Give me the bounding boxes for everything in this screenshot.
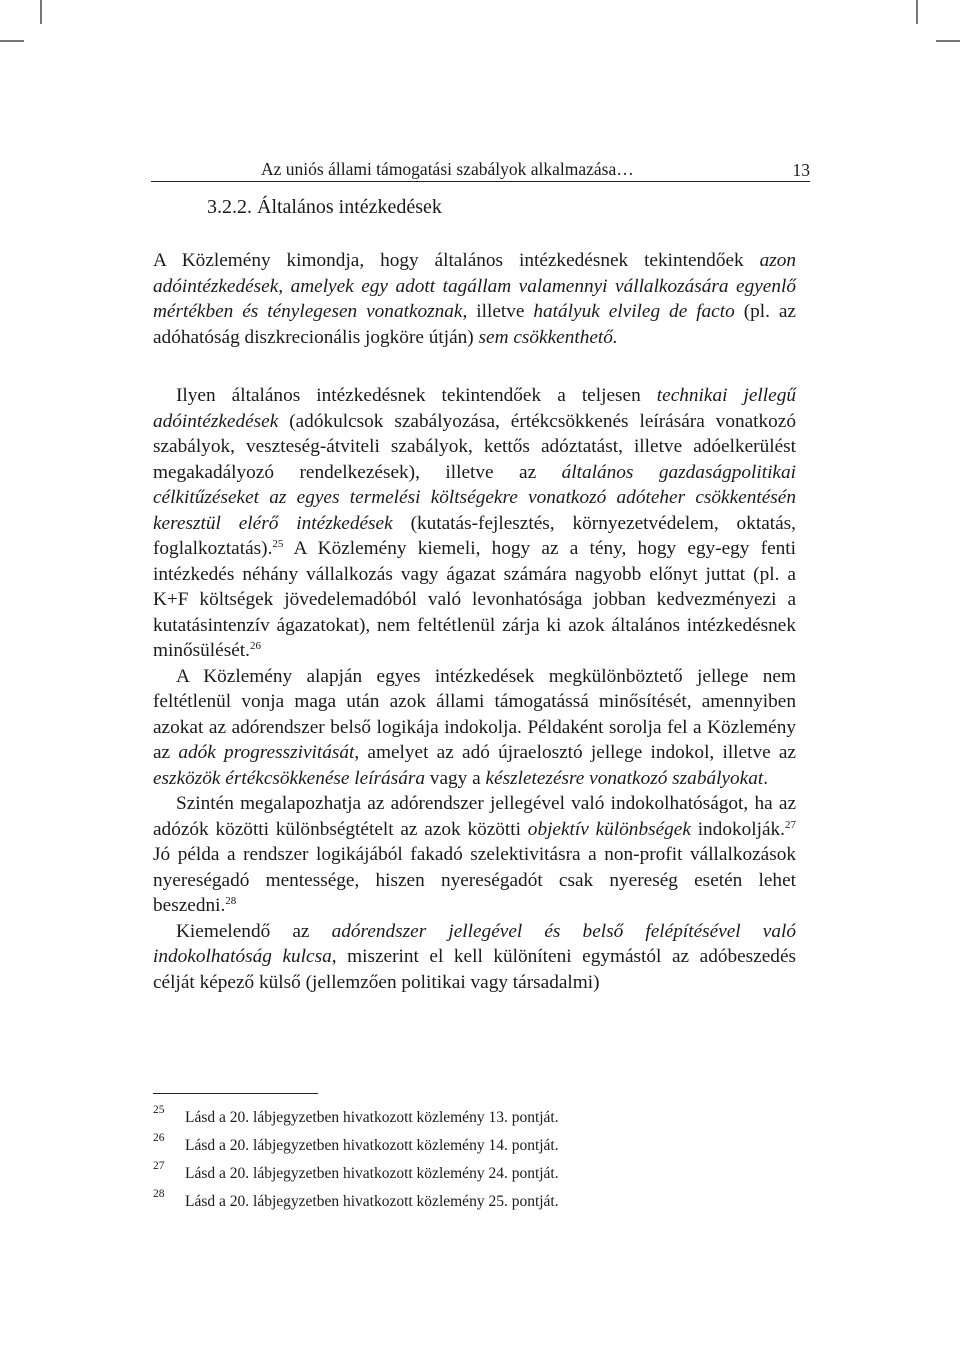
footnote-text: Lásd a 20. lábjegyzetben hivatkozott közlemény 14. pontját. [185, 1137, 559, 1154]
text-run: , amelyet az adó újraelosztó jellege indokol, illetve az [354, 742, 796, 763]
footnote-number: 26 [153, 1132, 165, 1144]
paragraph-block [153, 383, 796, 995]
text-run: A Közlemény kiemeli, hogy az a tény, hogy egy-egy fenti intézkedés néhány vállalkozás vagy ágazat számára nagyobb előnyt juttat (pl. a K+F költségek jövedelemadóból való levonhatósága jobban kedvezményezi a kutatásintenzív ágazatokat), nem feltétlenül zárja ki azok általános intézkedésnek minősülését. [153, 538, 796, 661]
text-run: vagy a [424, 767, 486, 789]
running-header-title: Az uniós állami támogatási szabályok alkalmazása… [261, 159, 634, 179]
footnote-text: Lásd a 20. lábjegyzetben hivatkozott közlemény 13. pontját. [185, 1109, 559, 1126]
page-number: 13 [792, 160, 810, 180]
italic-run: objektív különbségek [527, 818, 691, 840]
footnote-ref-27[interactable]: 27 [784, 818, 796, 831]
text-run: Kiemelendő az [176, 920, 332, 942]
text-run: indokolják. [690, 818, 785, 840]
crop-mark-top-right-vertical [916, 0, 918, 24]
footnote-separator [153, 1093, 318, 1094]
italic-run: sem csökkenthető. [478, 326, 618, 348]
text-run: . [763, 767, 769, 789]
footnote-ref-26[interactable]: 26 [249, 640, 261, 652]
italic-run: technikai jellegű adóintézkedések [153, 385, 796, 432]
crop-mark-top-left-horizontal [0, 40, 24, 42]
text-run: , miszerint el kell különíteni egymástól az adóbeszedés célját képező külső (jellemzően politikai vagy társadalmi) [153, 946, 796, 993]
footnote-ref-25[interactable]: 25 [272, 538, 284, 550]
text-run: Szintén megalapozhatja az adórendszer jellegével való indokolhatóságot, ha az adózók közötti különbségtételt az azok közötti [153, 793, 796, 840]
text-run: (pl. az adóhatóság diszkrecionális jogköre útján) [153, 301, 796, 348]
paragraph-1 [153, 248, 796, 350]
section-heading: 3.2.2. Általános intézkedések [207, 196, 442, 218]
footnote-26 [153, 1132, 793, 1157]
footnote-28 [153, 1188, 793, 1213]
paragraph-3 [153, 664, 796, 792]
italic-run: eszközök értékcsökkenése leírására [153, 767, 425, 789]
footnote-text: Lásd a 20. lábjegyzetben hivatkozott közlemény 24. pontját. [185, 1165, 559, 1182]
italic-run: általános gazdaságpolitikai célkitűzéseket az egyes termelési költségekre vonatkozó adóteher csökkentésén keresztül elérő intézkedések [153, 461, 796, 534]
crop-mark-top-left-vertical [40, 0, 42, 24]
text-run: (kutatás-fejlesztés, környezetvédelem, oktatás, foglalkoztatás). [153, 512, 796, 559]
footnote-number: 27 [153, 1160, 165, 1172]
text-run: Jó példa a rendszer logikájából fakadó szelektivitásra a non-profit vállalkozások nyereségadó mentessége, hiszen nyereségadót csak nyereség esetén lehet beszedni. [153, 844, 796, 916]
text-run: A Közlemény alapján egyes intézkedések megkülönböztető jellege nem feltétlenül vonja maga után azok állami támogatássá minősítését, amennyiben azokat az adórendszer belső logikája indokolja. Példaként sorolja fel a Közlemény az [153, 665, 796, 763]
text-run: Ilyen általános intézkedésnek tekintendőek a teljesen [176, 385, 657, 406]
footnote-25 [153, 1104, 793, 1129]
text-run: (adókulcsok szabályozása, értékcsökkenés leírására vonatkozó szabályok, veszteség-átviteli szabályok, kettős adóztatást, illetve adóelkerülést megakadályozó rendelkezések), illetve az [153, 410, 796, 483]
text-run: , illetve [462, 301, 534, 322]
footnote-text: Lásd a 20. lábjegyzetben hivatkozott közlemény 25. pontját. [185, 1193, 559, 1210]
footnote-ref-28[interactable]: 28 [225, 895, 237, 907]
italic-run: azon adóintézkedések, amelyek egy adott tagállam valamennyi vállalkozására egyenlő mértékben és ténylegesen vonatkoznak [153, 250, 796, 322]
footnote-number: 25 [153, 1104, 165, 1116]
italic-run: adórendszer jellegével és belső felépítésével való indokolhatóság kulcsa [153, 920, 796, 967]
italic-run: adók progresszivitását [178, 742, 355, 763]
paragraph-4 [153, 791, 796, 919]
paragraph-5 [153, 919, 796, 996]
crop-mark-top-right-horizontal [936, 40, 960, 42]
italic-run: hatályuk elvileg de facto [533, 301, 735, 322]
italic-run: készletezésre vonatkozó szabályokat [485, 767, 764, 789]
paragraph-2 [153, 383, 796, 664]
header-rule [151, 181, 810, 182]
text-run: A Közlemény kimondja, hogy általános intézkedésnek tekintendőek [153, 250, 760, 271]
footnote-number: 28 [153, 1188, 165, 1200]
footnote-27 [153, 1160, 793, 1185]
